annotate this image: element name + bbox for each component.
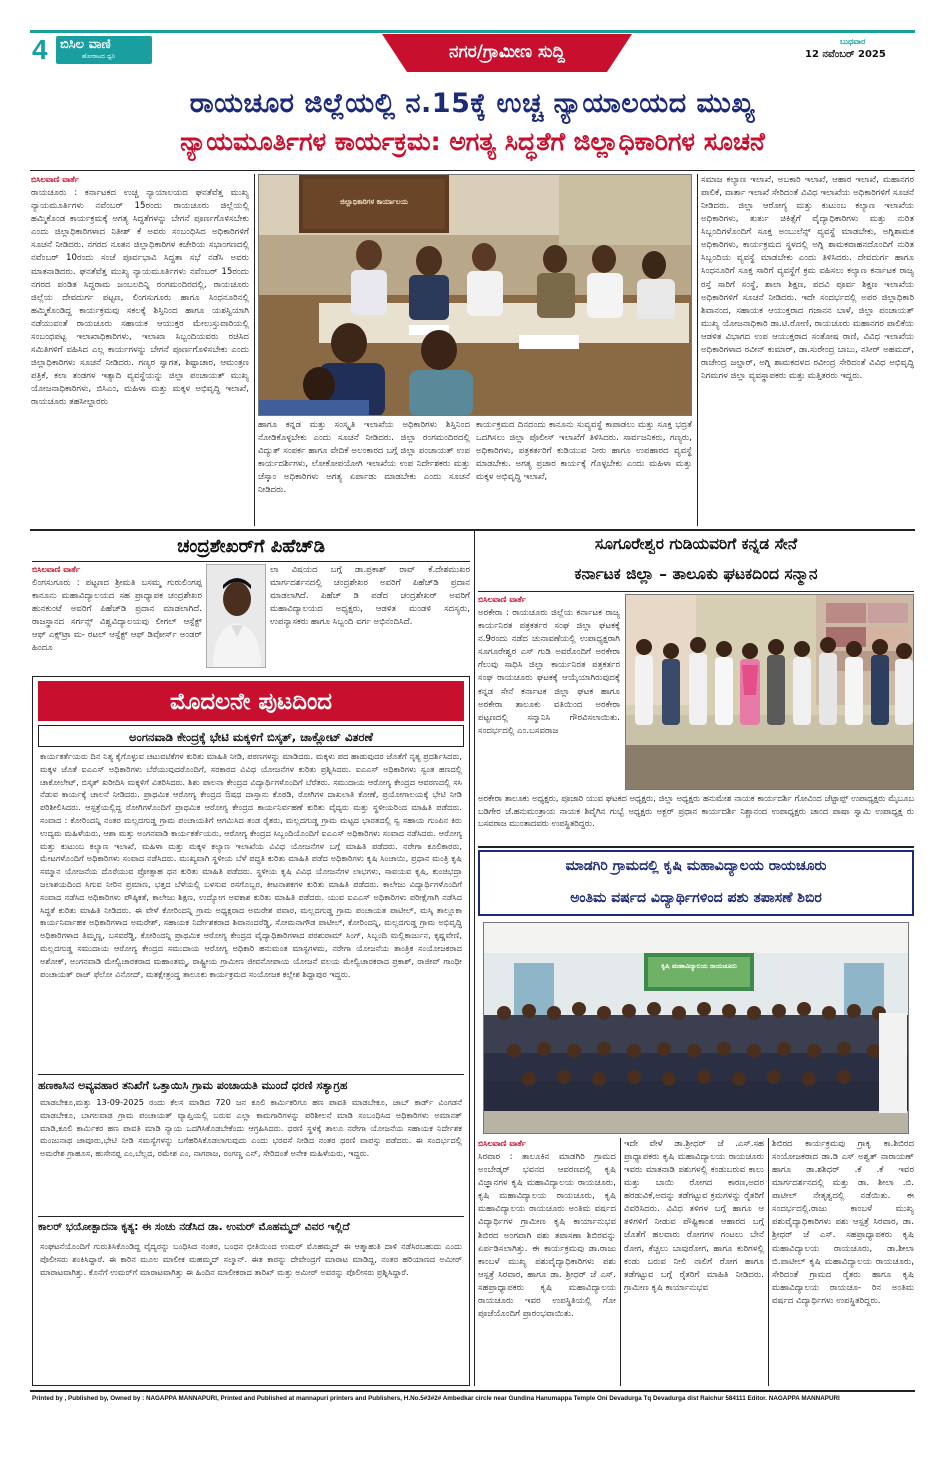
- phd-headline: ಚಂದ್ರಶೇಖರ್‌ಗೆ ಪಿಹೆಚ್‌ಡಿ: [177, 536, 325, 557]
- issue-day: ಬುಧವಾರ: [840, 37, 866, 46]
- footer-imprint: Printed by , Published by, Owned by : NAGAPPA MANNAPURI, Printed and Published at mannapuri printers and Publishers, H.No.5#3#2# Ambedkar circle near Gundina Hanumappa Temple Oni Devadurga Tq Devadurga dist Raichur 584111 Editor. NAGAPPA MANNAPURI: [32, 1395, 840, 1402]
- kannada-sene-byline: ಬಿಸಿಲವಾಣಿ ವಾರ್ತೆ: [478, 595, 526, 604]
- col-divider: [768, 1138, 769, 1386]
- lead-under-photo-col2: ಕಾರ್ಯಕ್ರಮದ ದಿನದಂದು ಕಾನೂನು ಸುವ್ಯವಸ್ಥೆ ಕಾಪಾಡಲು ಮತ್ತು ಸೂಕ್ತ ಭದ್ರತೆ ಒದಗಿಸಲು ಜಿಲ್ಲಾ ಪೊಲೀಸ್ ಇಲಾಖೆಗೆ ತಿಳಿಸಿದರು. ಸಾರ್ವಜನಿಕರು, ಗಣ್ಯರು, ಅಧಿಕಾರಿಗಳು, ಪತ್ರಕರ್ತರಿಗೆ ಕುಡಿಯುವ ನೀರು ಹಾಗೂ ಉಪಹಾರದ ವ್ಯವಸ್ಥೆ ಮಾಡಬೇಕು. ಅಗತ್ಯ ಪ್ರಚಾರ ಕಾರ್ಯಕ್ಕೆ ಗೊಳ್ಳಬೇಕು ಎಂದು ಮಹಿಳಾ ಮತ್ತು ಮಕ್ಕಳ ಅಭಿವೃದ್ಧಿ ಇಲಾಖೆ,: [476, 420, 692, 483]
- rule-story2: [38, 1074, 464, 1075]
- footer-rule: [30, 1390, 915, 1392]
- maadagiri-col1: [478, 1138, 616, 1386]
- story3-headline: ಕಾಲರ್ ಭಯೋತ್ಪಾದನಾ ಕೃತ್ಯ: ಈ ಸಂಚು ನಡೆಸಿದ ಡಾ. ಉಮರ್ ಮೊಹಮ್ಮದ್ ವಿವರ ಇಲ್ಲಿದೆ: [38, 1221, 350, 1233]
- masthead: [30, 30, 915, 74]
- front-page-banner: [38, 681, 464, 721]
- maadagiri-headline-line1: ಮಾಡಗಿರಿ ಗ್ರಾಮದಲ್ಲಿ ಕೃಷಿ ಮಹಾವಿದ್ಯಾಲಯ ರಾಯಚೂರು: [565, 858, 827, 874]
- maadagiri-col1-body: ಸಿರವಾರ : ತಾಲೂಕಿನ ಮಾಡಗಿರಿ ಗ್ರಾಮದ ಅಂಬೇಡ್ಕರ್ ಭವನದ ಆವರಣದಲ್ಲಿ ಕೃಷಿ ವಿಜ್ಞಾನಗಳ ಕೃಷಿ ಮಹಾವಿದ್ಯಾಲಯ ರಾಯಚೂರು, ಕೃಷಿ ಮಹಾವಿದ್ಯಾಲಯ ರಾಯಚೂರು, ಕೃಷಿ ಮಹಾವಿದ್ಯಾಲಯ ರಾಯಚೂರು ಅಂತಿಮ ವರ್ಷದ ವಿದ್ಯಾರ್ಥಿಗಳ ಗ್ರಾಮೀಣ ಕೃಷಿ ಕಾರ್ಯಾನುಭವ ಶಿಬಿರದ ಅಂಗವಾಗಿ ಪಶು ತಪಾಸಣಾ ಶಿಬಿರವನ್ನು ಏರ್ಪಡಿಸಲಾಗಿತ್ತು. ಈ ಕಾರ್ಯಕ್ರಮವು ಡಾ.ರಾಜು ಕಾಂಬಳೆ ಮುಖ್ಯ ಪಶುವೈದ್ಯಾಧಿಕಾರಿಗಳು ಪಶು ಆಸ್ಪತ್ರೆ ಸಿರವಾರ, ಹಾಗೂ ಡಾ. ಶ್ರೀಧರ್ ಜೆ ಎಸ್. ಸಹಪ್ರಾಧ್ಯಾಪಕರು ಕೃಷಿ ಮಹಾವಿದ್ಯಾಲಯ ರಾಯಚೂರು ಇವರ ಉಪಸ್ಥಿತಿಯಲ್ಲಿ ಗೋ ಪೂಜೆಯೊಂದಿಗೆ ಪ್ರಾರಂಭವಾಯಿತು.: [478, 1152, 616, 1319]
- masthead-top-rule: [30, 30, 915, 33]
- brand-name: ಬಿಸಿಲ ವಾಣಿ: [60, 37, 111, 52]
- lead-byline: ಬಿಸಿಲವಾಣಿ ವಾರ್ತೆ: [31, 175, 79, 184]
- felicitation-caption: ಅರಕೇರಾ ತಾಲೂಕು ಅಧ್ಯಕ್ಷರು, ಪೂಜಾರಿ ಯುವ ಘಟಕದ ಅಧ್ಯಕ್ಷರು, ಜಿಲ್ಲಾ ಅಧ್ಯಕ್ಷರು ಹನುಮೇಶ ನಾಯಕ ಕಾರ್ಯದರ್ಶಿ ಗೋವಿಂದ ಚೆಟ್ಟಾಪ್ಪ್ ಉಪಾಧ್ಯಕ್ಷರು ಮೈಬೂಬ ಬಡಿಗೇರ ಜೆ.ಹನುಮಂತ್ರಾಯ ನಾಯಕ ಶಿವೈಗಿನ ಗುಬ್ಬೆ ಅಧ್ಯಕ್ಷರು ಅಕ್ಬರ್ ಪ್ರಧಾನ ಕಾರ್ಯದರ್ಶಿ ನಿಶ್ಚಾನಂದ ಉಪಾಧ್ಯಕ್ಷರು ಚಾಂದ ಪಾಷಾ ಸ್ವಾಮಿ ಉಪಾಧ್ಯಕ್ಷ ರು ಬಸವರಾಜ ಮುಂತಾದವರು ಉಪಸ್ಥಿತರಿದ್ದರು.: [478, 793, 914, 829]
- story1-headline: ಅಂಗನವಾಡಿ ಕೇಂದ್ರಕ್ಕೆ ಭೇಟಿ ಮಕ್ಕಳಿಗೆ ಬಿಸ್ಕತ್, ಚಾಕ್ಲೋಟ್ ವಿತರಣೆ: [129, 730, 373, 744]
- lead-right-column: ಸಮಾಜ ಕಲ್ಯಾಣ ಇಲಾಖೆ, ಅಬಕಾರಿ ಇಲಾಖೆ, ಆಹಾರ ಇಲಾಖೆ, ಮಹಾನಗರ ಪಾಲಿಕೆ, ವಾರ್ತಾ ಇಲಾಖೆ ಸೇರಿದಂತೆ ವಿವಿಧ ಇಲಾಖೆಯ ಅಧಿಕಾರಿಗಳಿಗೆ ಸೂಚನೆ ನೀಡಿದರು. ಜಿಲ್ಲಾ ಆರೋಗ್ಯ ಮತ್ತು ಕುಟುಂಬ ಕಲ್ಯಾಣ ಇಲಾಖೆಯ ಅಧಿಕಾರಿಗಳು, ತುರ್ತು ಚಿಕಿತ್ಸೆಗೆ ವೈದ್ಯಾಧಿಕಾರಿಗಳು ಮತ್ತು ನುರಿತ ಸಿಬ್ಬಂದಿಗಳೊಂದಿಗೆ ಸೂಕ್ತ ಅಂಬುಲೆನ್ಸ್ ವ್ಯವಸ್ಥೆ ಮಾಡಬೇಕು, ಅಗ್ನಿಶಾಮಕ ಅಧಿಕಾರಿಗಳು, ಕಾರ್ಯಕ್ರಮದ ಸ್ಥಳದಲ್ಲಿ ಅಗ್ನಿ ಶಾಮಕವಾಹನದೊಂದಿಗೆ ನುರಿತ ಸಿಬ್ಬಂದಿಯ ವ್ಯವಸ್ಥೆ ಮಾಡಬೇಕು ಎಂದು ತಿಳಿಸಿದರು. ದೇವದುರ್ಗ ಹಾಗೂ ಸಿಂಧನೂರಿಗೆ ಸೂಕ್ತ ಸಾರಿಗೆ ವ್ಯವಸ್ಥೆಗೆ ಕ್ರಮ ವಹಿಸಲು ಕಲ್ಯಾಣ ಕರ್ನಾಟಕ ರಾಜ್ಯ ರಸ್ತೆ ಸಾರಿಗೆ ಸಂಸ್ಥೆ, ಶಾಲಾ ಶಿಕ್ಷಣ, ಪದವಿ ಪೂರ್ವ ಶಿಕ್ಷಣ ಇಲಾಖೆಯ ಅಧಿಕಾರಿಗಳಿಗೆ ಸೂಚನೆ ನೀಡಿದರು. ಇದೇ ಸಂದರ್ಭದಲ್ಲಿ ಅಪರ ಜಿಲ್ಲಾಧಿಕಾರಿ ಶಿವಾನಂದ, ಸಹಾಯಕ ಆಯುಕ್ತರಾದ ಗಜಾನನ ಬಾಳೆ, ಜಿಲ್ಲಾ ಪಂಚಾಯತ್ ಮುಖ್ಯ ಯೋಜನಾಧಿಕಾರಿ ಡಾ.ಟಿ.ರೋಣಿ, ರಾಯಚೂರು ಮಹಾನಗರ ಪಾಲಿಕೆಯ ಆಡಳಿತ ವಿಭಾಗದ ಉಪ ಆಯುಕ್ತರಾದ ಸಂತೋಷ ರಾಣಿ, ವಿವಿಧ ಇಲಾಖೆಯ ಅಧಿಕಾರಿಗಳಾದ ರವೀನ್ ಕುಮಾರ್, ಡಾ.ಸುರೇಂದ್ರ ಬಾಬು, ನಸೀರ್ ಅಹಮದ್, ರಾಜೇಂದ್ರ ಜಲ್ದಾರ್, ಅಗ್ನಿ ಶಾಮಕದಳದ ರವೀಂದ್ರ ಸೇರಿದಂತೆ ವಿವಿಧ ಅಭಿವೃದ್ಧಿ ನಿಗಮಗಳ ಜಿಲ್ಲಾ ವ್ಯವಸ್ಥಾಪಕರು ಮತ್ತು ಮತ್ತಿತರರು ಇದ್ದರು.: [701, 175, 914, 381]
- story3-text: ಸಂಘಟನೆಯೊಂದಿಗೆ ಗುರುತಿಸಿಕೊಂಡಿದ್ದ ವೈದ್ಯರನ್ನು ಬಂಧಿಸಿದ ನಂತರ, ಬಂಧನ ಭೀತಿಯಿಂದ ಉಮರ್ ಮೊಹಮ್ಮದ್ ಈ ಆತ್ಮಾಹುತಿ ದಾಳಿ ನಡೆಸಿರಬಹುದು ಎಂದು ಪೊಲೀಸರು ಶಂಕಿಸಿದ್ದಾರೆ. ಈ ಕಾರಿನ ಮೂಲ ಮಾಲೀಕ ಮಹಮ್ಮದ್ ಸಲ್ಮಾನ್. ಈತ ಕಾರನ್ನು ದೇವೇಂದ್ರಗೆ ಮಾರಾಟ ಮಾಡಿದ್ದ, ನಂತರ ಹರಿಯಾಣದ ಅಮೀರ್‌ ಮಾರಾಟವಾಗಿತ್ತು. ಕೊನೆಗೆ ಉಮರ್‌ಗೆ ಮಾರಾಟವಾಗಿತ್ತು ಈ ಹಿಂದಿನ ಮಾಲೀಕರಾದ ತಾರಿಖ್ ಮತ್ತು ಅಮೀರ್ ಅವರನ್ನು ಪೊಲೀಸರು ಪ್ರಶ್ನಿಸಿದ್ದಾರೆ.: [40, 1241, 462, 1277]
- section-title: ನಗರ/ಗ್ರಾಮೀಣ ಸುದ್ದಿ: [449, 42, 565, 62]
- maadagiri-byline: ಬಿಸಿಲವಾಣಿ ವಾರ್ತೆ: [478, 1139, 526, 1148]
- phd-portrait: [206, 564, 266, 668]
- lead-left-text: ರಾಯಚೂರು : ಕರ್ನಾಟಕದ ಉಚ್ಚ ನ್ಯಾಯಾಲಯದ ಘನತೆವೆತ್ತ ಮುಖ್ಯ ನ್ಯಾಯಮೂರ್ತಿಗಳು ನವೆಂಬರ್ 15ರಂದು ರಾಯಚೂರು ಜಿಲ್ಲೆಯಲ್ಲಿ ಹಮ್ಮಿಕೊಂಡ ಕಾರ್ಯಕ್ರಮಕ್ಕೆ ಅಗತ್ಯ ಸಿದ್ಧತೆಗಳನ್ನು ಬೇಗನೆ ಪೂರ್ಣಗೊಳಿಸಬೇಕು ಎಂದು ಜಿಲ್ಲಾಧಿಕಾರಿಗಳಾದ ನಿತೀಶ್ ಕೆ ಅವರು ಸಂಬಂಧಿಸಿದ ಅಧಿಕಾರಿಗಳಿಗೆ ಸೂಚನೆ ನೀಡಿದರು. ನಗರದ ನೂತನ ಜಿಲ್ಲಾಧಿಕಾರಿಗಳ ಕಚೇರಿಯ ಸಭಾಂಗಣದಲ್ಲಿ ನವೆಂಬರ್ 10ರಂದು ಸಂಜೆ ಪೂರ್ವಭಾವಿ ಸಿದ್ಧತಾ ಸಭೆ ನಡೆಸಿ ಅವರು ಮಾತನಾಡಿದರು. ಘನತೆವೆತ್ತ ಮುಖ್ಯ ನ್ಯಾಯಮೂರ್ತಿಗಳು ನವೆಂಬರ್ 15ರಂದು ನಗರದ ಪಂಡಿತ ಸಿದ್ಧರಾಮ ಜಂಬಲದಿನ್ನಿ ರಂಗಮಂದಿರದಲ್ಲಿ, ರಾಯಚೂರು ಜಿಲ್ಲೆಯ ದೇವದುರ್ಗ ಪಟ್ಟಣ, ಲಿಂಗಸುಗೂರು ಹಾಗೂ ಸಿಂಧನೂರಿನಲ್ಲಿ ಹಮ್ಮಿಕೊಂಡಿದ್ದ ಕಾರ್ಯಕ್ರಮವು ಸಕಲಕ್ಕೆ ಶಿಸ್ತಿನಿಂದ ಹಾಗೂ ಯಶಸ್ವಿಯಾಗಿ ನಡೆಯುವಂತೆ ರಾಯಚೂರು ಸಹಾಯಕ ಆಯುಕ್ತರ ಮೇಲುಸ್ತುವಾರಿಯಲ್ಲಿ ಸಂಬಂಧಪಟ್ಟ ಇಲಾಖಾಧಿಕಾರಿಗಳು, ಇಲಾಖಾ ಸಿಬ್ಬಂದಿಯವರು ರಚಿಸಿದ ಸಮಿತಿಗಳಿಗೆ ವಹಿಸಿದ ಎಲ್ಲ ಕಾರ್ಯಗಳನ್ನು ಬೇಗನೆ ಪೂರ್ಣಗೊಳಿಸಬೇಕು ಎಂದು ಜಿಲ್ಲಾಧಿಕಾರಿಗಳು ಸೂಚನೆ ನೀಡಿದರು. ಗಣ್ಯರ ಸ್ವಾಗತ, ಶಿಷ್ಟಾಚಾರ, ಆಮಂತ್ರಣ ಪತ್ರಿಕೆ, ಕಲಾ ತಂಡಗಳ ಇತ್ಯಾದಿ ವ್ಯವಸ್ಥೆಯನ್ನು ಜಿಲ್ಲಾ ಪಂಚಾಯತ್ ಮುಖ್ಯ ಯೋಜನಾಧಿಕಾರಿಗಳು, ಬಿಸಿಎಂ, ಮಹಿಳಾ ಮತ್ತು ಮಕ್ಕಳ ಅಭಿವೃದ್ಧಿ ಇಲಾಖೆ, ರಾಯಚೂರು ತಹಸೀಲ್ದಾರರು: [31, 188, 249, 408]
- kannada-sene-headline: [478, 533, 914, 591]
- camp-photo-banner-text: ಕೃಷಿ ಮಹಾವಿದ್ಯಾಲಯ ರಾಯಚೂರು: [661, 962, 737, 970]
- portrait-graphic: [207, 565, 266, 668]
- rule-under-lead-story: [30, 529, 915, 531]
- camp-photo-graphic: [484, 923, 909, 1134]
- story1-headline-box: [38, 725, 464, 747]
- lead-meeting-photo: [258, 174, 692, 416]
- phd-byline: ಬಿಸಿಲವಾಣಿ ವಾರ್ತೆ: [32, 565, 80, 574]
- kannada-sene-headline-line2: ಕರ್ನಾಟಕ ಜಿಲ್ಲಾ – ತಾಲೂಕು ಘಟಕದಿಂದ ಸನ್ಮಾನ: [574, 565, 818, 583]
- felicitation-photo: [625, 594, 914, 790]
- rule-under-lead: [30, 170, 915, 171]
- maadagiri-col3: ಶಿಬಿರದ ಕಾರ್ಯಕ್ರಮವು ಗ್ರಾಕೃ ಕಾ.ಶಿಬಿರದ ಸಂಯೋಜಕರಾದ ಡಾ.ಡಿ ಎಸ್ ಅಶ್ವತ್ ನಾರಾಯಣ್ ಹಾಗೂ ಡಾ.ಶಶಿಧರ್ .ಕೆ .ಕೆ ಇವರ ಮಾರ್ಗದರ್ಶನದಲ್ಲಿ ಮತ್ತು ಡಾ. ಶೀಲಾ .ಬಿ. ಪಾಟೀಲ್ ನೇತೃತ್ವದಲ್ಲಿ ನಡೆಯಿತು. ಈ ಸಂದರ್ಭದಲ್ಲಿ.ರಾಜು ಕಾಂಬಳೆ ಮುಖ್ಯ ಪಶುವೈದ್ಯಾಧಿಕಾರಿಗಳು ಪಶು ಆಸ್ಪತ್ರೆ ಸಿರವಾರ, ಡಾ. ಶ್ರೀಧರ್ ಜೆ ಎಸ್. ಸಹಪ್ರಾಧ್ಯಾಪಕರು ಕೃಷಿ ಮಹಾವಿದ್ಯಾಲಯ ರಾಯಚೂರು, ಡಾ.ಶೀಲಾ ಬಿ.ಪಾಟೀಲ್ ಕೃಷಿ ಮಹಾವಿದ್ಯಾಲಯ ರಾಯಚೂರು, ಸೇರಿದಂತೆ ಗ್ರಾಮದ ರೈತರು ಹಾಗೂ ಕೃಷಿ ಮಹಾವಿದ್ಯಾಲಯ ರಾಯಚೂ- ರಿನ ಅಂತಿಮ ವರ್ಷದ ವಿದ್ಯಾರ್ಥಿಗಳು ಉಪಸ್ಥಿತರಿದ್ದರು.: [772, 1139, 914, 1306]
- col-divider: [697, 174, 698, 526]
- meeting-photo-wall-sign: ಜಿಲ್ಲಾಧಿಕಾರಿಗಳ ಕಾರ್ಯಾಲಯ: [340, 198, 408, 206]
- front-page-banner-text: ಮೊದಲನೇ ಪುಟದಿಂದ: [169, 689, 333, 715]
- lead-headline-line2: ನ್ಯಾಯಮೂರ್ತಿಗಳ ಕಾರ್ಯಕ್ರಮ: ಅಗತ್ಯ ಸಿದ್ಧತೆಗೆ ಜಿಲ್ಲಾಧಿಕಾರಿಗಳ ಸೂಚನೆ: [180, 127, 765, 156]
- kannada-sene-left-body: ಅರಕೇರಾ : ರಾಯಚೂರು ಜಿಲ್ಲೆಯ ಕರ್ನಾಟಕ ರಾಜ್ಯ ಕಾರ್ಯನಿರತ ಪತ್ರಕರ್ತರ ಸಂಘ ಜಿಲ್ಲಾ ಘಟಕಕ್ಕೆ ನ.9ರಂದು ನಡೆದ ಚುನಾವಣೆಯಲ್ಲಿ ಉಪಾಧ್ಯಕ್ಷರಾಗಿ ಸೂಗೂರೇಶ್ವರ ಎಸ್ ಗುಡಿ ಅವರೊಂದಿಗೆ ಅರಕೇರಾ ಗೆಲುವು ಸಾಧಿಸಿ ಜಿಲ್ಲಾ ಕಾರ್ಯನಿರತ ಪತ್ರಕರ್ತರ ಸಂಘ ರಾಯಚೂರು ಘಟಕಕ್ಕೆ ಆಯ್ಕೆಯಾಗಿರುವುದಕ್ಕೆ ಕನ್ನಡ ಸೇನೆ ಕರ್ನಾಟಕ ಜಿಲ್ಲಾ ಘಟಕ ಹಾಗೂ ಅರಕೇರಾ ತಾಲೂಕು ವತಿಯಿಂದ ಅರಕೇರಾ ಪಟ್ಟಣದಲ್ಲಿ ಸನ್ಮಾನಿಸಿ ಗೌರವಿಸಲಾಯಿತು. ಸಂದರ್ಭದಲ್ಲಿ ಎಂ.ಬಸವರಾಜ: [478, 608, 620, 736]
- col-divider-main: [474, 531, 475, 1386]
- meeting-photo-graphic: [259, 175, 692, 416]
- col-divider: [254, 174, 255, 526]
- brand-box: [56, 36, 152, 64]
- lead-headline-line1: ರಾಯಚೂರ ಜಿಲ್ಲೆಯಲ್ಲಿ ನ.15ಕ್ಕೆ ಉಚ್ಚ ನ್ಯಾಯಾಲಯದ ಮುಖ್ಯ: [189, 88, 756, 119]
- maadagiri-headline-line2: ಅಂತಿಮ ವರ್ಷದ ವಿದ್ಯಾರ್ಥಿಗಳಿಂದ ಪಶು ತಪಾಸಣೆ ಶಿಬಿರ: [570, 890, 822, 906]
- story2-headline: ಹಣಕಾಸಿನ ಅವ್ಯವಹಾರ ತನಿಖೆಗೆ ಒತ್ತಾಯಿಸಿ ಗ್ರಾಮ ಪಂಚಾಯತಿ ಮುಂದೆ ಧರಣಿ ಸತ್ಯಾಗ್ರಹ: [38, 1079, 348, 1092]
- phd-right-text: ಲಾ ವಿಷಯದ ಬಗ್ಗೆ ಡಾ.ಪ್ರಕಾಶ್ ರಾವ್ ಕೆ.ದೇಶಮುಖರ ಮಾರ್ಗದರ್ಶನದಲ್ಲಿ ಚಂದ್ರಶೇಖರ ಅವರಿಗೆ ಪಿಹೆಚ್‌ಡಿ ಪ್ರದಾನ ಮಾಡಲಾಗಿದೆ. ಪಿಹೆಚ್ ಡಿ ಪಡೆದ ಚಂದ್ರಶೇಖರ್ ಅವರಿಗೆ ಮಹಾವಿದ್ಯಾಲಯದ ಅಧ್ಯಕ್ಷರು, ಆಡಳಿತ ಮಂಡಳಿ ಸದಸ್ಯರು, ಉಪನ್ಯಾಸಕರು ಹಾಗೂ ಸಿಬ್ಬಂದಿ ವರ್ಗ ಅಭಿನಂದಿಸಿದೆ.: [270, 565, 470, 628]
- camp-group-photo: [483, 922, 909, 1134]
- col-divider: [620, 1138, 621, 1386]
- issue-date: 12 ನವೆಂಬರ್ 2025: [805, 49, 886, 60]
- kannada-sene-headline-line1: ಸೂಗೂರೇಶ್ವರ ಗುಡಿಯವರಿಗೆ ಕನ್ನಡ ಸೇನೆ: [594, 535, 798, 553]
- lead-under-photo-col1: ಹಾಗೂ ಕನ್ನಡ ಮತ್ತು ಸಂಸ್ಕೃತಿ ಇಲಾಖೆಯ ಅಧಿಕಾರಿಗಳು ಶಿಸ್ತಿನಿಂದ ನೋಡಿಕೊಳ್ಳಬೇಕು ಎಂದು ಸೂಚನೆ ನೀಡಿದರು. ಜಿಲ್ಲಾ ರಂಗಮಂದಿರದಲ್ಲಿ ವಿದ್ಯುತ್ ಸಂಪರ್ಕ ಹಾಗೂ ವೇದಿಕೆ ಅಲಂಕಾರದ ಬಗ್ಗೆ ಜಿಲ್ಲಾ ಪಂಚಾಯತ್ ಉಪ ಕಾರ್ಯದರ್ಶಿಗಳು, ಲೋಕೋಪಯೋಗಿ ಇಲಾಖೆಯ ಉಪ ನಿರ್ದೇಶಕರು ಮತ್ತು ಜೆಸ್ಕಾಂ ಅಧಿಕಾರಿಗಳು ಅಗತ್ಯ ಏರ್ಪಾಡು ಮಾಡಬೇಕು ಎಂದು ಸೂಚನೆ ನೀಡಿದರು.: [258, 420, 470, 496]
- lead-left-column: [31, 174, 249, 524]
- rule-phd: [32, 561, 470, 562]
- phd-left-body: ಲಿಂಗಸುಗೂರು : ಪಟ್ಟಣದ ಶ್ರೀಮತಿ ಬಸಮ್ಮ ಗುರುಲಿಂಗಪ್ಪ ಕಾನೂನು ಮಹಾವಿದ್ಯಾಲಯದ ಸಹ ಪ್ರಾಧ್ಯಾಪಕ ಚಂದ್ರಶೇಖರ ಹುನಕುಂಟೆ ಅವರಿಗೆ ಪಿಹೆಚ್‌ಡಿ ಪ್ರದಾನ ಮಾಡಲಾಗಿದೆ. ರಾಜಸ್ಥಾನದ ಸರ್ಗನ್ಸ್ ವಿಶ್ವವಿದ್ಯಾಲಯವು ಲೀಗಲ್ ಆಸ್ಪೆಕ್ಟ್ ಆಫ್ ಎಕ್ಸ್‌ಟ್ರಾ ಮ- ರಟಲ್ ಆಸ್ಪೆಕ್ಟ್ ಆಫ್ ಡಿವೋರ್ಸ್ ಅಂಡರ್ ಹಿಂದೂ: [32, 578, 202, 654]
- kannada-sene-left: [478, 594, 620, 790]
- rule-kannada-sene: [478, 591, 914, 592]
- rule-maadagiri: [478, 846, 914, 848]
- page-number: 4: [32, 34, 48, 65]
- phd-left-text: [32, 564, 202, 670]
- lead-headline: [30, 82, 915, 168]
- story2-text: ಮಾಡಬೇಕೂ,ಮತ್ತು 13-09-2025 ರಂದು ಕೆಲಸ ಮಾಡಿದ 720 ಜನ ಕೂಲಿ ಕಾರ್ಮಿಕರಿಗೂ ಹಣ ಪಾವತಿ ಮಾಡಬೇಕೂ, ಜಾಬ್ ಕಾರ್ಡ್ ವಿಂಗಡನೆ ಮಾಡಬೇಕೂ, ಬಾಗಲವಾಡ ಗ್ರಾಮ ಪಂಚಾಯತ್ ವ್ಯಾಪ್ತಿಯಲ್ಲಿ ಬರುವ ಎಲ್ಲಾ ಕಾಮಗಾರಿಗಳನ್ನು ಪರಿಶೀಲನೆ ಮಾಡಿ ಸಂಬಂಧಿಸಿದ ಅಧಿಕಾರಿಗಳು ಅಮಾನತ್ ಮಾಡಿ,ಕೂಲಿ ಕಾರ್ಮಿಕರ ಹಣ ಪಾವತಿ ಮಾಡಿ ನ್ಯಾಯ ಒದಗಿಸಿಕೊಡಬೇಕೆಂದು ಆಗ್ರಹಿಸಿದರು. ಧರಣಿ ಸ್ಥಳಕ್ಕೆ ತಾಲೂ ನರೇಗಾ ಯೋಜನೆಯ ಸಹಾಯಕ ನಿರ್ದೇಶಕ ಮಂಜುನಾಥ ಜಾವೂರು,ಭೇಟಿ ನೀಡಿ ಸಮಸ್ಯೆಗಳನ್ನು ಬಗೆಹರಿಸಿಕೊಡಲಾಗುವುದು ಎಂದು ಭರವಸೆ ನೀಡಿದ ನಂತರ ಧರಣಿ ವಾಪಸ್ಸು ಪಡೆದರು. ಈ ಸಂದರ್ಭದಲ್ಲಿ ಅಮರೇಶ ಗ್ರಾಹೂಸ, ಹುಸೇನಪ್ಪ ಎಂ,ಬೆಲ್ಲದ, ರಮೇಶ ಎಂ, ನಾಗರಾಜ, ರಂಗಣ್ಣ ಎನ್, ಸೇರಿದಂತೆ ಅನೇಕ ಮಹಿಳೆಯರು, ಇದ್ದರು.: [40, 1097, 462, 1159]
- maadagiri-col2: ಇದೇ ವೇಳೆ ಡಾ.ಶ್ರೀಧರ್ ಜೆ .ಎಸ್.ಸಹ ಪ್ರಾಧ್ಯಾಪಕರು ಕೃಷಿ ಮಹಾವಿದ್ಯಾಲಯ ರಾಯಚೂರು ಇವರು ಮಾತನಾಡಿ ಪಶುಗಳಲ್ಲಿ ಕಂಡುಬರುವ ಕಾಲು ಮತ್ತು ಬಾಯಿ ರೋಗದ ಕಾರಣ,ಅದರ ಹರಡುವಿಕೆ,ಅದನ್ನು ತಡೆಗಟ್ಟುವ ಕ್ರಮಗಳನ್ನು ರೈತರಿಗೆ ವಿವರಿಸಿದರು. ವಿವಿಧ ತಳಿಗಳ ಬಗ್ಗೆ ಹಾಗೂ ಆ ತಳಿಗಳಿಗೆ ನೀಡುವ ಪೌಷ್ಟಿಕಾಂಶ ಆಹಾರದ ಬಗ್ಗೆ ಜೊತೆಗೆ ಹಲವಾರು ರೋಗಗಳ ಗಂಟಲು ಬೇನೆ ರೋಗ, ಕೆಚ್ಚಲು ಬಾವುರೋಗ, ಹಾಗೂ ಕುರಿಗಳಲ್ಲಿ ಕಂಡು ಬರುವ ನೀಲಿ ನಾಲಿಗೆ ರೋಗ ಹಾಗೂ ತಡೆಗಟ್ಟುವ ಬಗ್ಗೆ ರೈತರಿಗೆ ಮಾಹಿತಿ ನೀಡಿದರು. ಗ್ರಾಮೀಣ ಕೃಷಿ ಕಾರ್ಯಾನುಭವ: [624, 1139, 764, 1293]
- brand-tagline: ಹೋರಾಟದ ಧ್ವನಿ: [82, 53, 116, 60]
- story1-text: ಕಾರ್ಯಕರ್ತೆಯರು ದಿನ ನಿತ್ಯ ಕೈಗೊಳ್ಳುವ ಚಟುವಟಿಕೆಗಳ ಕುರಿತು ಮಾಹಿತಿ ನೀಡಿ, ಪಠಣಗಳನ್ನು ಮಾಡಿದರು. ಮಕ್ಕಳು ಪದ ಹಾಡುವುದರ ಜೊತೆಗೆ ನೃತ್ಯ ಪ್ರದರ್ಶಿಸಿದರು, ಮಕ್ಕಳ ಜೊತೆ ಐಎಎಸ್ ಅಧಿಕಾರಿಗಳು ಬೆರೆಯುವುದರೊಂದಿಗೆ, ಸರಕಾರದ ವಿವಿಧ ಯೋಜನೆಗಳ ಕುರಿತು ಪ್ರಶ್ನಿಸಿದರು. ಐಎಎಸ್ ಅಧಿಕಾರಿಗಳು ಸ್ವಂತ ಹಣದಲ್ಲಿ ಚಾಕೋಲೇಟ್, ಬಿಸ್ಕತ್ ಖರೀದಿಸಿ ಮಕ್ಕಳಿಗೆ ವಿತರಿಸಿದರು. ಶಿಶು ಪಾಲನಾ ಕೇಂದ್ರದ ವಿದ್ಯಾರ್ಥಿಗಳೊಂದಿಗೆ ಬೆರೆತರು. ಸಮುದಾಯ ಆರೋಗ್ಯ ಕೇಂದ್ರದ ಆವರಣದಲ್ಲಿ ಸಸಿ ನೆಡುವ ಕಾರ್ಯಕ್ಕೆ ಚಾಲನೆ ನೀಡಿದರು. ಪ್ರಾಥಮಿಕ ಆರೋಗ್ಯ ಕೇಂದ್ರದ ಔಷಧ ದಾಸ್ತಾನು ಕೊಠಡಿ, ರೋಗಿಗಳ ದಾಖಲಾತಿ ಕೋಣೆ, ಪ್ರಯೋಗಾಲಯಕ್ಕೆ ಭೇಟಿ ನೀಡಿ ಪರಿಶೀಲಿಸಿದರು. ಆಸ್ಪತ್ರೆಯಲ್ಲಿದ್ದ ರೋಗಿಗಳೊಂದಿಗೆ ಪ್ರಾಥಮಿಕ ಆರೋಗ್ಯ ಕೇಂದ್ರದ ಕಾರ್ಯನಿರ್ವಹಣೆ ಕುರಿತು ವೈದ್ಯರು ಮತ್ತು ಸ್ಥಳೀಯರಿಂದ ಮಾಹಿತಿ ಪಡೆದರು. ಸಂವಾದ : ಕೋರಿಂದನ್ನಿ ನಂತರ ಮಲ್ಲದಗುಡ್ಡ ಗ್ರಾಮ ಪಂಚಾಯತಿಗೆ ಆಗಮಿಸಿದ ತಂಡ ರೈತರು, ಮಲ್ಲದಗುಡ್ಡ ಗ್ರಾಮ ಮಟ್ಟದ ಭಾರತದಲ್ಲಿ ಸ್ವ ಸಹಾಯ ಗುಂಪಿನ ಕಿರು ಉದ್ಯಮ ಮಹಿಳೆಯರು, ಆಶಾ ಮತ್ತು ಅಂಗನವಾಡಿ ಕಾರ್ಯಕರ್ತೆಯರು, ಆರೋಗ್ಯ ಕೇಂದ್ರದ ಸಿಬ್ಬಂದಿಯೊಂದಿಗೆ ಐಎಎಸ್ ಅಧಿಕಾರಿಗಳು ಸಂವಾದ ನಡೆಸಿದರು. ಆರೋಗ್ಯ ಮತ್ತು ಕುಟುಂಬ ಕಲ್ಯಾಣ ಇಲಾಖೆ, ಮಹಿಳಾ ಮತ್ತು ಮಕ್ಕಳ ಕಲ್ಯಾಣ ಇಲಾಖೆಯ ವಿವಿಧ ಯೋಜನೆಗಳ ಬಗ್ಗೆ ಮಾಹಿತಿ ಪಡೆದರು. ನರೇಗಾ ಕೂಲಿಕಾರರು, ಮೇಟಗಳೊಂದಿಗೆ ಅಧಿಕಾರಿಗಳು ಸಂವಾದ ನಡೆಸಿದರು. ಮುಖ್ಯವಾಗಿ ಸ್ಥಳೀಯ ಬೆಳೆ ಪದ್ಧತಿ ಕುರಿತು ಮಾಹಿತಿ ಪಡೆದ ಅಧಿಕಾರಿಗಳು ಕೃಷಿ ಸಿಂಚಾಯಿ, ಪ್ರಧಾನ ಮಂತ್ರಿ ಕೃಷಿ ಸಮ್ಮಾನ ಯೋಜನೆಯ ದೊರೆಯುವ ಪ್ರೋತ್ಸಾಹ ಧನ ಕುರಿತು ಮಾಹಿತಿ ಪಡೆದರು. ಸ್ಥಳೀಯ ಕೃಷಿ ವಿವಿಧ ಯೋಜನೆಗಳ ಲಾಭಗಳು, ಸಾವಯವ ಕೃಷಿ, ಕುಂಚಿಭದ್ರಾ ಜಲಾಶಯದಿಂದ ಸಿಗುವ ನೀರಿನ ಪ್ರಮಾಣ, ಭತ್ತದ ಬೆಳೆಯಲ್ಲಿ ಬಳಸುವ ರಸಗೊಬ್ಬರ, ಕೀಟನಾಶಕಗಳ ಕುರಿತು ಮಾಹಿತಿ ಪಡೆದರು. ಕಾಲೇಜು ವಿದ್ಯಾರ್ಥಿಗಳೊಂದಿಗೆ ಸಂವಾದ ನಡೆಸಿದ ಅಧಿಕಾರಿಗಳು ಪೌಷ್ಠಿಕತೆ, ಕಾಲೇಜು ಶಿಕ್ಷಣ, ಉದ್ಯೋಗ ಅವಕಾಶ ಕುರಿತು ಮಾಹಿತಿ ಪಡೆದರು. ಯುವ ಐಎಎಸ್ ಅಧಿಕಾರಿಗಳು ಪರೀಕ್ಷೆಗಾಗಿ ನಡೆಸಿದ ಸಿದ್ಧತೆ ಕುರಿತು ಮಾಹಿತಿ ನೀಡಿದರು. ಈ ವೇಳೆ ಕೋರಿಂದನ್ನಿ ಗ್ರಾಮ ಅಧ್ಯಕ್ಷರಾದ ಅಮರೇಶ ಪವಾರ, ಮಲ್ಲದಗುಡ್ಡ ಗ್ರಾಮ ಪಂಚಾಯತ ಪಾಟೀಲ್, ಮಸ್ಕಿ ತಾಲ್ಲೂಕಾ ಕಾರ್ಯನಿರ್ವಾಹಕ ಅಧಿಕಾರಿಗಳಾದ ಅಮರೇಶ್, ಸಹಾಯಕ ನಿರ್ದೇಶಕರಾದ ಶಿವಾನಂದರೆಡ್ಡಿ, ಸೋಮನಾಗೌಡ ಪಾಟೀಲ್, ಕೋರಿಂದನ್ನಿ, ಮಲ್ಲದಗುಡ್ಡ ಗ್ರಾಮ ಅಭಿವೃದ್ಧಿ ಅಧಿಕಾರಿಗಳಾದ ತಿಮ್ಮಣ್ಣ, ಬಸವರೆಡ್ಡಿ, ಕೋರಿಂದನ್ನಿ ಪ್ರಾಥಮಿಕ ಆರೋಗ್ಯ ಕೇಂದ್ರದ ವೈದ್ಯಾಧಿಕಾರಿಗಳಾದ ಪರಶುರಾಮ್ ಸಿಂಗ್, ಸಿಬ್ಬಂದಿ ಮಲ್ಲಿಕಾರ್ಜುನ, ಕೃಷ್ಣವೇಣಿ, ಮಲ್ಲದಗುಡ್ಡ ಸಮುದಾಯ ಆರೋಗ್ಯ ಕೇಂದ್ರದ ಸಮುದಾಯ ಆರೋಗ್ಯ ಅಧಿಕಾರಿ ಹನುಮಂತ ಮಾಸ್ಟಗಳಮ, ನರೇಗಾ ಯೋಜನೆಯ ತಾಂತ್ರಿಕ ಸಂಯೋಜಕರಾದ ಅಶೋಕ್, ಅಂಗನವಾಡಿ ಮೇಲ್ವಿಚಾರಕರಾದ ಮಹಾಂತಮ್ಮ, ರಾಷ್ಟ್ರೀಯ ಗ್ರಾಮೀಣ ಜೀವನೋಪಾಯ ಯೋಜನೆ ವಲಯ ಮೇಲ್ವಿಚಾರಕರಾದ ಪ್ರಕಾಶ್, ರಾಜೀವ್ ಗಾಂಧೀ ಪಂಚಾಯತ್ ರಾಜ್ ಫೆಲೋ ವಿನೋದ್, ಮತಕ್ಷೇತ್ರಂದ್ಡ ತಾಲೂಕು ಕಾರ್ಯಕ್ರಮದ ಸಂಯೋಜಕ ಕಲ್ಲೇಶ ಶಿದ್ದಾಪುರ ಇದ್ದರು.: [40, 751, 462, 979]
- maadagiri-headline-box: [478, 850, 914, 916]
- rule-story3: [38, 1216, 464, 1217]
- felicitation-photo-graphic: [626, 595, 914, 790]
